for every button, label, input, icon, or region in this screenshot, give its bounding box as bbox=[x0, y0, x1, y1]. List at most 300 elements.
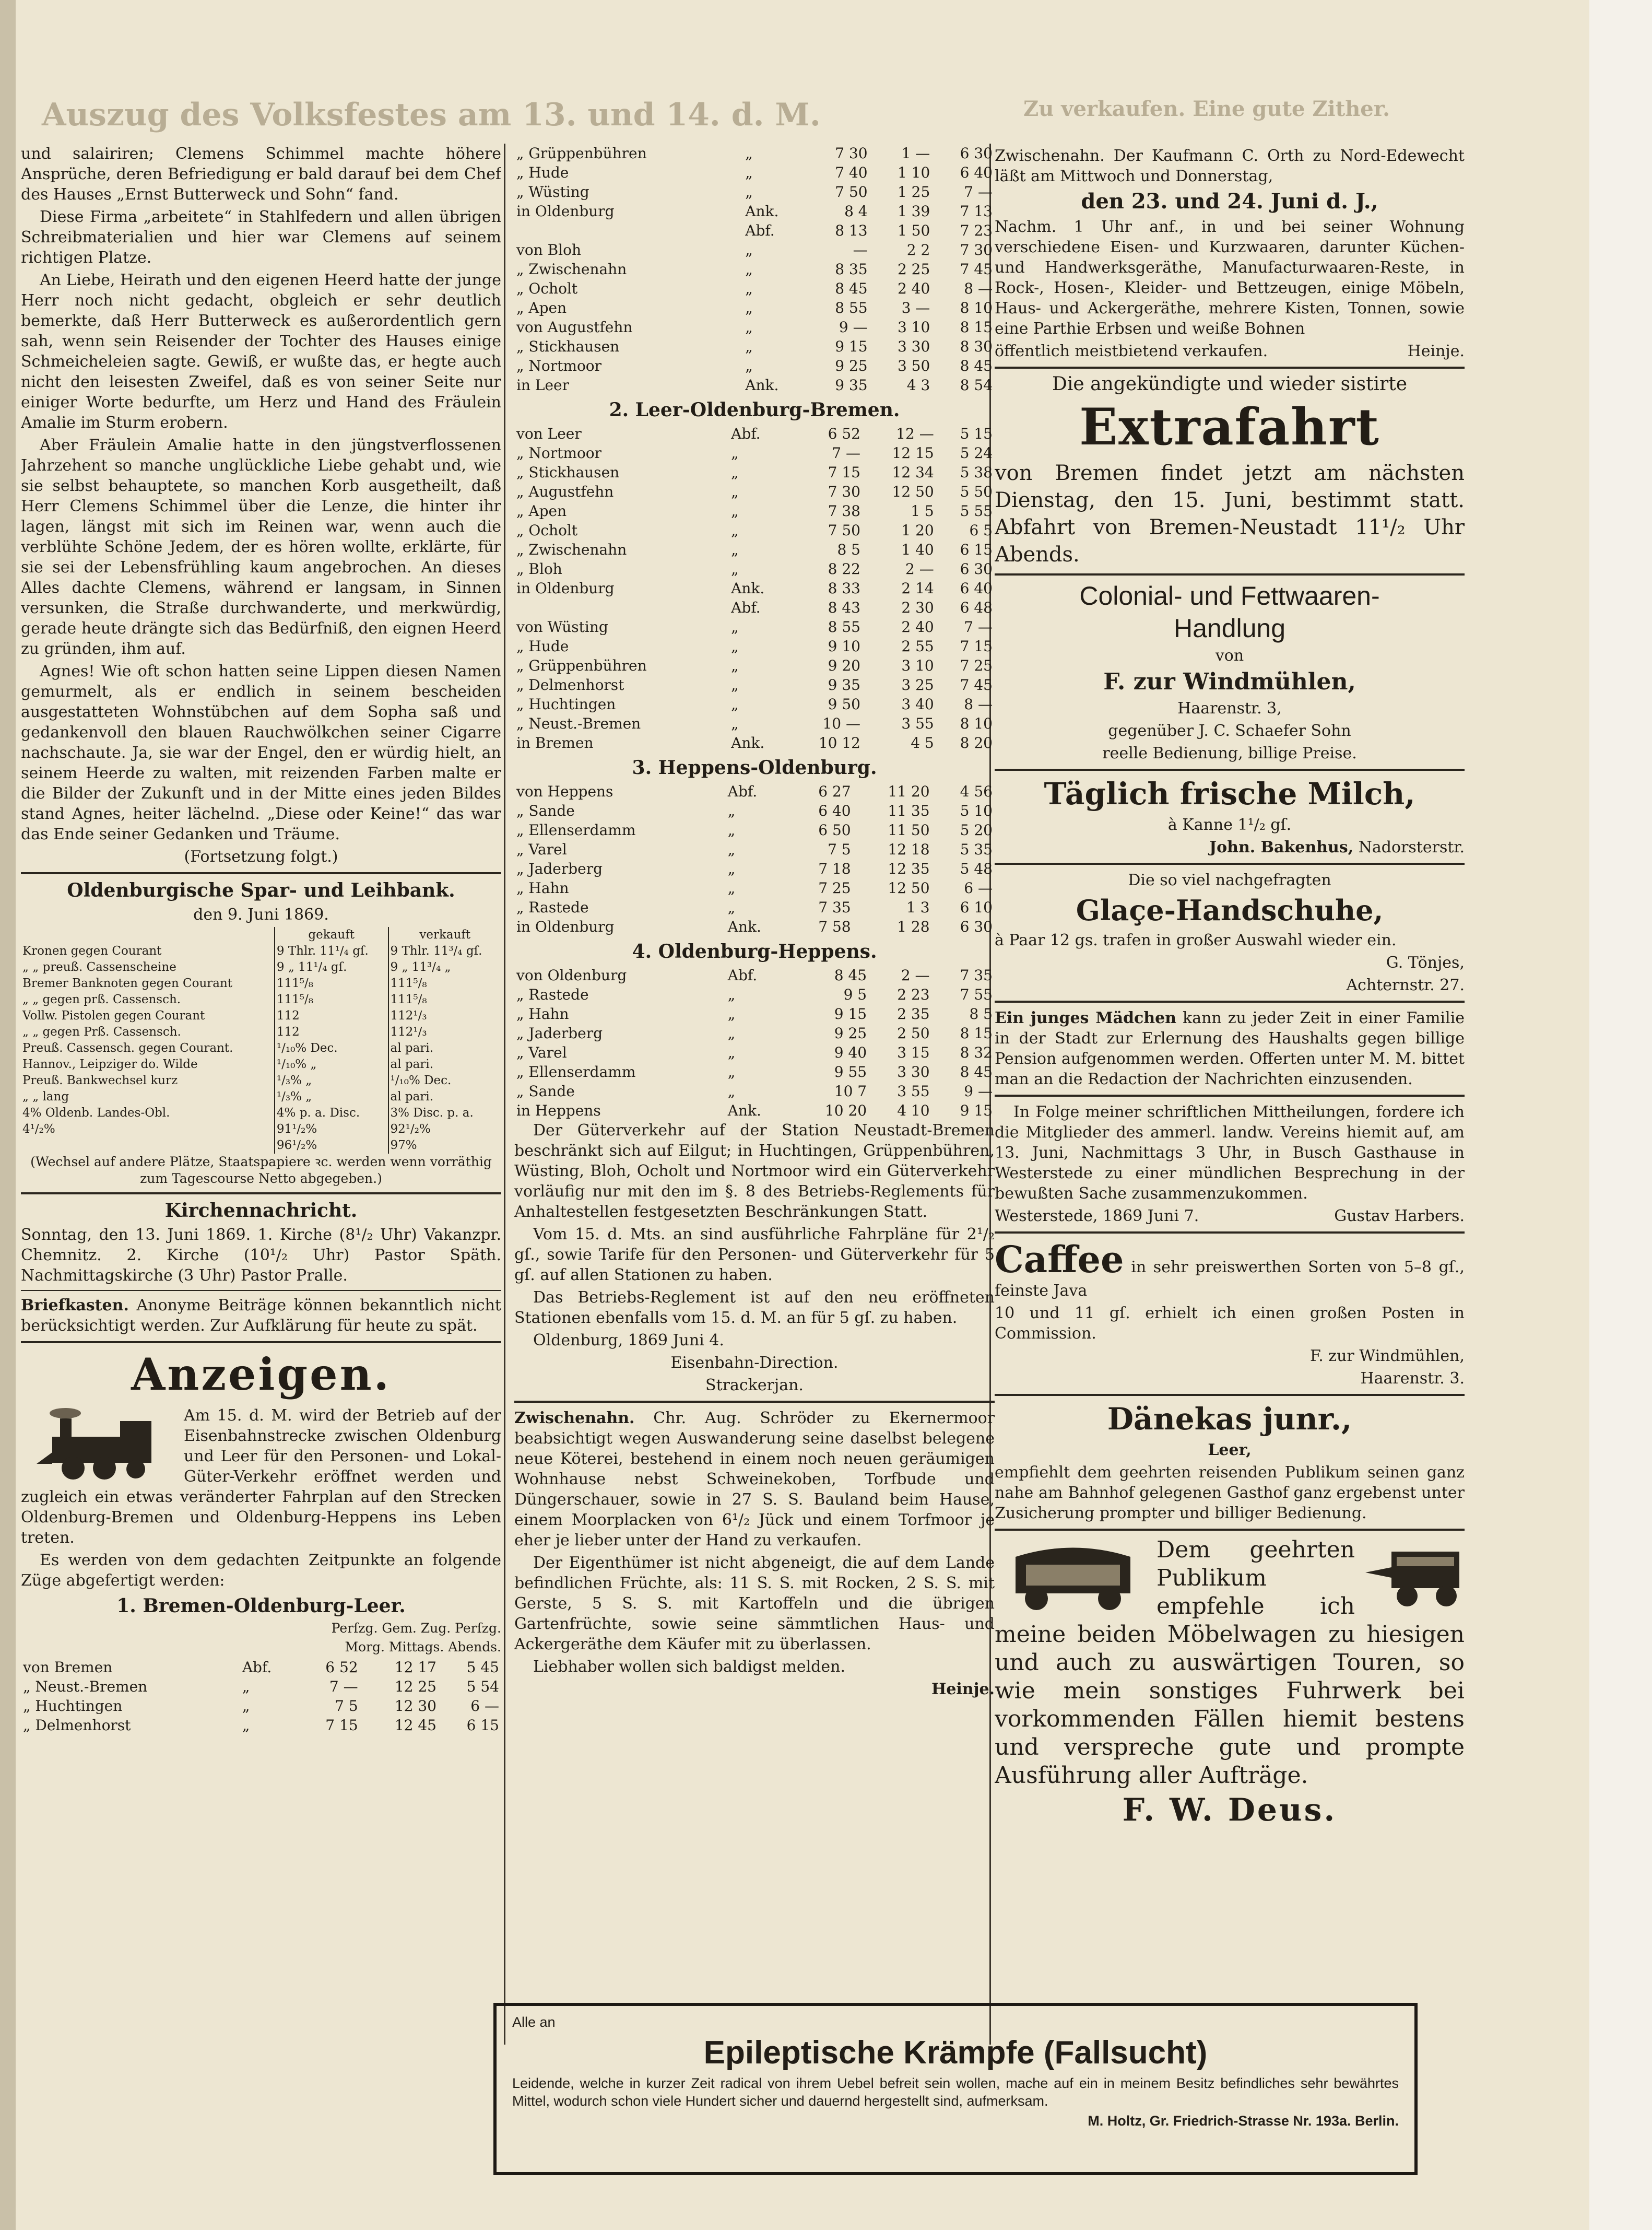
timetable4 bbox=[514, 966, 995, 1120]
timetable-cell: 9 20 bbox=[828, 657, 860, 674]
timetable-cell: 8 45 bbox=[835, 280, 868, 297]
timetable-cell: 5 35 bbox=[960, 841, 993, 858]
timetable-cell: 10 — bbox=[822, 715, 860, 732]
rate-bought: 4% p. a. Disc. bbox=[275, 1105, 388, 1121]
table-row bbox=[21, 1089, 501, 1105]
timetable1-title: 1. Bremen-Oldenburg-Leer. bbox=[116, 1595, 406, 1617]
timetable-cell: 7 30 bbox=[960, 241, 993, 259]
timetable-cell: 6 30 bbox=[960, 560, 993, 578]
rate-sold: 111⁵/₈ bbox=[388, 992, 501, 1008]
timetable-cell: 1 40 bbox=[901, 541, 934, 558]
timetable-cell: Ank. bbox=[727, 1102, 761, 1119]
table-row bbox=[514, 540, 995, 559]
timetable-cell: „ bbox=[727, 1025, 736, 1042]
zwischenahn-title: Zwischenahn. bbox=[514, 1409, 635, 1427]
timetable-cell: 1 39 bbox=[897, 203, 930, 220]
timetable-cell: „ bbox=[727, 899, 736, 916]
timetable-cell: 1 3 bbox=[906, 899, 930, 916]
rate-bought: 9 Thlr. 11¹/₄ gſ. bbox=[275, 943, 388, 959]
timetable-cell: 2 55 bbox=[901, 638, 934, 655]
timetable-cell: „ Zwischenahn bbox=[516, 541, 627, 558]
timetable-cell: „ Delmenhorst bbox=[516, 676, 624, 694]
orth-text1: Zwischenahn. Der Kaufmann C. Orth zu Nord-Edewecht läßt am Mittwoch und Donnerstag, bbox=[995, 147, 1465, 185]
table-row bbox=[514, 695, 995, 714]
timetable-cell: „ bbox=[745, 164, 753, 181]
epilepsy-ad bbox=[493, 2003, 1418, 2175]
timetable-cell: „ bbox=[731, 638, 739, 655]
timetable-cell: „ bbox=[727, 802, 736, 819]
table-row bbox=[21, 1073, 501, 1089]
divider bbox=[995, 573, 1465, 576]
timetable-cell: 3 55 bbox=[901, 715, 934, 732]
column-right bbox=[995, 144, 1465, 2180]
timetable-cell: 8 13 bbox=[835, 222, 868, 239]
timetable-cell: „ bbox=[731, 657, 739, 674]
page-edge-right bbox=[1589, 0, 1652, 2230]
timetable-cell: 5 38 bbox=[960, 464, 993, 481]
timetable-cell: „ bbox=[727, 879, 736, 897]
table-row bbox=[21, 1040, 501, 1057]
table-row bbox=[514, 521, 995, 540]
timetable-cell: 12 30 bbox=[394, 1697, 436, 1715]
timetable-cell: 6 48 bbox=[960, 599, 993, 616]
timetable-cell: 2 — bbox=[901, 967, 930, 984]
rate-label: Kronen gegen Courant bbox=[22, 944, 162, 958]
timetable-cell: in Bremen bbox=[516, 734, 594, 752]
divider bbox=[21, 872, 501, 874]
timetable-cell: 4 10 bbox=[897, 1102, 930, 1119]
timetable-cell: in Heppens bbox=[516, 1102, 601, 1119]
timetable-cell: 8 45 bbox=[834, 967, 867, 984]
epilepsy-sign: M. Holtz, Gr. Friedrich-Strasse Nr. 193a. Berlin. bbox=[1088, 2113, 1399, 2129]
timetable-cell: 7 40 bbox=[835, 164, 868, 181]
extrafahrt-ad bbox=[995, 374, 1465, 568]
timetable1-continued bbox=[514, 144, 995, 395]
timetable-cell: „ bbox=[745, 319, 753, 336]
table-row bbox=[21, 992, 501, 1008]
rate-bought: ¹/₃% „ bbox=[275, 1073, 388, 1089]
bank-rates-table bbox=[21, 927, 501, 1154]
timetable-cell: von Augustfehn bbox=[516, 319, 633, 336]
table-row bbox=[514, 966, 995, 985]
timetable-cell: Abf. bbox=[727, 967, 758, 984]
glace-ad bbox=[995, 870, 1465, 995]
milch-addr: Nadorsterstr. bbox=[1358, 838, 1465, 856]
timetable-cell: „ bbox=[731, 464, 739, 481]
timetable-cell: 1 50 bbox=[897, 222, 930, 239]
rate-bought: 9 „ 11¹/₄ gſ. bbox=[275, 959, 388, 976]
table-row bbox=[514, 598, 995, 617]
caffee-title: Caffee bbox=[995, 1238, 1124, 1281]
orth-text2: Nachm. 1 Uhr anf., in und bei seiner Wohnung verschiedene Eisen- und Kurzwaaren, darunter Küchen- und Handwerksgeräthe, Manufacturwaaren-Reste, in Rock-, Hosen-, Kleider- und Bettzeugen, einige Möbeln, Haus- und Ackergeräthe, mehrere Kisten, Tonnen, sowie eine Parthie Erbsen und weiße Bohnen bbox=[995, 218, 1465, 338]
timetable-cell: in Oldenburg bbox=[516, 918, 615, 935]
story-paragraph: Agnes! Wie oft schon hatten seine Lippen diesen Namen gemurmelt, als er endlich in seinem bescheiden ausgestatteten Wohnstübchen auf dem Sopha saß und gedankenvoll den blauen Rauchwölkchen seiner Cigarre nachschaute. Ja, sie war der Engel, den er würdig hielt, an seinem Heerde zu walten, mit reizenden Farben malte er die Bilder der Zukunft und in der Mitte eines jeden Bildes stand Agnes, heiter lächelnd. „Diese oder Keine!“ das war das Ende seiner Gedanken und Träume. bbox=[21, 662, 501, 843]
table-row bbox=[514, 1024, 995, 1043]
timetable-head2: Morg. Mittags. Abends. bbox=[345, 1639, 501, 1654]
rate-label: „ „ lang bbox=[22, 1090, 69, 1104]
zwischenahn-p1: Chr. Aug. Schröder zu Ekernermoor beabsichtigt wegen Auswanderung seine daselbst belegene neue Köterei, bestehend in einem noch neuen geräumigen Wohnhause nebst Schweinekoben, Torfbude und Düngerschauer, sowie in 27 S. S. Bauland beim Hause, einem Moorplacken von 6¹/₂ Jück und einem Torfmoor je eher je lieber unter der Hand zu verkaufen. bbox=[514, 1409, 995, 1550]
daenekas-text: empfiehlt dem geehrten reisenden Publikum seinen ganz nahe am Bahnhof gelegenen Gasthof ganz ergebenst unter Zusicherung prompter und billiger Bedienung. bbox=[995, 1463, 1465, 1522]
extrafahrt-text: von Bremen findet jetzt am nächsten Dienstag, den 15. Juni, bestimmt statt. Abfahrt von Bremen-Neustadt 11¹/₂ Uhr Abends. bbox=[995, 461, 1465, 567]
timetable-cell: 9 40 bbox=[834, 1044, 867, 1061]
timetable-head1: Perſzg. Gem. Zug. Perſzg. bbox=[331, 1621, 501, 1636]
table-row bbox=[514, 144, 995, 163]
timetable-cell: 8 4 bbox=[844, 203, 868, 220]
timetable-cell: „ bbox=[731, 560, 739, 578]
timetable-cell: 12 50 bbox=[892, 483, 934, 500]
timetable-cell: 7 15 bbox=[325, 1717, 358, 1734]
rate-bought: 112 bbox=[275, 1008, 388, 1024]
bank-title: Oldenburgische Spar- und Leihbank. bbox=[67, 879, 455, 901]
table-row bbox=[514, 1101, 995, 1120]
timetable-cell: 8 35 bbox=[835, 261, 868, 278]
timetable-cell: 6 30 bbox=[960, 145, 993, 162]
table-row bbox=[514, 714, 995, 733]
timetable-cell: Abf. bbox=[242, 1659, 272, 1676]
masthead-bleed: Auszug des Volksfestes am 13. und 14. d. M. bbox=[42, 97, 821, 133]
rail-footer-place: Oldenburg, 1869 Juni 4. bbox=[533, 1331, 724, 1349]
timetable-cell: „ bbox=[727, 1005, 736, 1023]
table-row bbox=[21, 959, 501, 976]
col-sold: verkauft bbox=[388, 927, 501, 943]
church-notice bbox=[21, 1200, 501, 1286]
deus-text: Dem geehrten Publikum empfehle ich meine beiden Möbelwagen zu hiesigen und auch zu auswärtigen Touren, so wie mein sonstiges Fuhrwerk bei vorkommenden Fällen hiemit bestens und verspreche gute und prompte Ausführung aller Aufträge. bbox=[995, 1536, 1465, 1789]
table-row bbox=[514, 298, 995, 318]
table-header bbox=[21, 927, 501, 943]
timetable3 bbox=[514, 782, 995, 936]
table-row bbox=[514, 260, 995, 279]
timetable-cell: 7 — bbox=[329, 1678, 358, 1695]
table-row bbox=[514, 898, 995, 917]
timetable-cell: 1 25 bbox=[897, 183, 930, 201]
timetable-cell: Ank. bbox=[745, 377, 779, 394]
divider bbox=[995, 367, 1465, 369]
timetable-cell: 7 5 bbox=[335, 1697, 358, 1715]
timetable-cell: „ bbox=[731, 483, 739, 500]
rail-footer-p2: Vom 15. d. Mts. an sind ausführliche Fahrpläne für 2¹/₂ gſ., sowie Tarife für den Personen- und Güterverkehr für 5 gſ. auf allen Stationen zu haben. bbox=[514, 1225, 995, 1284]
table-row bbox=[514, 375, 995, 395]
timetable-cell: Abf. bbox=[745, 222, 775, 239]
timetable-cell: 3 30 bbox=[897, 338, 930, 355]
timetable-cell: 5 54 bbox=[466, 1678, 499, 1695]
timetable-cell: „ bbox=[242, 1717, 250, 1734]
timetable-cell: 7 25 bbox=[960, 657, 993, 674]
timetable-cell: „ bbox=[731, 444, 739, 462]
table-row bbox=[21, 1121, 501, 1137]
table-row bbox=[21, 1696, 501, 1716]
table-row bbox=[514, 337, 995, 356]
timetable-cell: „ bbox=[745, 145, 753, 162]
timetable-cell: „ Wüsting bbox=[516, 183, 589, 201]
column-left bbox=[21, 144, 501, 2180]
timetable-cell: 1 5 bbox=[911, 502, 934, 520]
timetable-cell: 7 13 bbox=[960, 203, 993, 220]
timetable2 bbox=[514, 424, 995, 753]
timetable-cell: „ Varel bbox=[516, 841, 567, 858]
timetable-cell: 9 50 bbox=[828, 696, 860, 713]
orth-sign: Heinje. bbox=[1407, 342, 1465, 360]
story-paragraph: Diese Firma „arbeitete“ in Stahlfedern und allen übrigen Schreibmaterialien und hier war Clemens auf seinem richtigen Platze. bbox=[21, 208, 501, 267]
timetable-cell: „ Hahn bbox=[516, 879, 569, 897]
timetable-cell: 9 5 bbox=[843, 986, 867, 1003]
timetable-cell: 7 15 bbox=[960, 638, 993, 655]
timetable-cell: „ bbox=[727, 1083, 736, 1100]
table-row bbox=[514, 579, 995, 598]
timetable-cell: 7 — bbox=[832, 444, 860, 462]
timetable-cell: 8 55 bbox=[835, 299, 868, 316]
timetable-cell: 2 25 bbox=[897, 261, 930, 278]
timetable-cell: „ Ocholt bbox=[516, 522, 578, 539]
timetable-cell: in Oldenburg bbox=[516, 580, 615, 597]
rate-label: Vollw. Pistolen gegen Courant bbox=[22, 1009, 205, 1023]
extrafahrt-title: Extrafahrt bbox=[1079, 397, 1380, 456]
timetable-cell: 8 5 bbox=[969, 1005, 993, 1023]
rate-label: 4% Oldenb. Landes-Obl. bbox=[22, 1106, 170, 1120]
rate-sold: 9 „ 11³/₄ „ bbox=[388, 959, 501, 976]
timetable-cell: 4 56 bbox=[960, 783, 993, 800]
timetable-cell: von Heppens bbox=[516, 783, 613, 800]
table-row bbox=[514, 1082, 995, 1101]
rate-label: Preuß. Cassensch. gegen Courant. bbox=[22, 1041, 233, 1055]
rate-label bbox=[21, 1137, 275, 1154]
timetable-cell: 1 28 bbox=[897, 918, 930, 935]
table-row bbox=[514, 1043, 995, 1062]
timetable-cell: „ Nortmoor bbox=[516, 357, 602, 374]
timetable-cell: 9 15 bbox=[960, 1102, 993, 1119]
rail-notice-text: Am 15. d. M. wird der Betrieb auf der Eisenbahnstrecke zwischen Oldenburg und Leer für den Personen- und Lokal-Güter-Verkehr eröffnet werden und zugleich ein etwas veränderter Fahrplan auf den Strecken Oldenburg-Bremen und Oldenburg-Heppens ins Leben treten. bbox=[21, 1406, 501, 1547]
timetable-cell: „ Rastede bbox=[516, 899, 589, 916]
timetable-cell: 8 32 bbox=[960, 1044, 993, 1061]
table-row bbox=[21, 1105, 501, 1121]
timetable-cell: „ bbox=[242, 1678, 250, 1695]
rail-footer-p1: Der Güterverkehr auf der Station Neustadt-Bremen beschränkt sich auf Eilgut; in Huchtingen, Grüppenbühren, Wüsting, Bloh, Ocholt und Nortmoor wird ein Güterverkehr vorläufig nur mit den im §. 8 des Betriebs-Reglements für Anhaltestellen festgesetzten Beschränkungen Statt. bbox=[514, 1121, 995, 1221]
timetable-cell: 2 14 bbox=[901, 580, 934, 597]
table-row bbox=[21, 943, 501, 959]
timetable-cell: 2 23 bbox=[897, 986, 930, 1003]
rate-label: „ „ gegen Prß. Cassensch. bbox=[22, 1025, 181, 1039]
daenekas-title: Dänekas junr., bbox=[1107, 1401, 1352, 1437]
timetable-cell: 2 2 bbox=[906, 241, 930, 259]
timetable-cell: „ bbox=[727, 1063, 736, 1081]
rate-sold: al pari. bbox=[388, 1089, 501, 1105]
colonial-title2: Handlung bbox=[1173, 614, 1286, 643]
column-middle bbox=[514, 144, 995, 2180]
timetable-cell: Abf. bbox=[731, 425, 761, 442]
timetable-cell: „ Hude bbox=[516, 638, 569, 655]
timetable-cell: 8 33 bbox=[828, 580, 860, 597]
timetable-cell: 7 15 bbox=[828, 464, 860, 481]
timetable-cell: 5 55 bbox=[960, 502, 993, 520]
timetable-cell: 8 15 bbox=[960, 1025, 993, 1042]
bank-date: den 9. Juni 1869. bbox=[193, 906, 329, 924]
rate-label: „ „ preuß. Cassenscheine bbox=[22, 960, 176, 974]
timetable-cell: „ bbox=[731, 522, 739, 539]
timetable-cell: Ank. bbox=[731, 580, 765, 597]
timetable-cell: 8 45 bbox=[960, 357, 993, 374]
mailbox-notice bbox=[21, 1295, 501, 1336]
timetable-cell: 6 52 bbox=[325, 1659, 358, 1676]
divider bbox=[514, 1401, 995, 1403]
table-row bbox=[514, 801, 995, 820]
timetable-cell: „ Augustfehn bbox=[516, 483, 614, 500]
timetable-cell: 6 40 bbox=[818, 802, 851, 819]
timetable-cell: „ Zwischenahn bbox=[516, 261, 627, 278]
timetable-cell: 10 7 bbox=[834, 1083, 867, 1100]
timetable-cell: „ Hahn bbox=[516, 1005, 569, 1023]
timetable-cell: 12 35 bbox=[888, 860, 930, 877]
timetable-cell: 8 22 bbox=[828, 560, 860, 578]
timetable-cell: in Oldenburg bbox=[516, 203, 615, 220]
rate-bought: ¹/₃% „ bbox=[275, 1089, 388, 1105]
timetable-cell: von Oldenburg bbox=[516, 967, 627, 984]
divider bbox=[995, 1001, 1465, 1003]
table-row bbox=[514, 443, 995, 463]
timetable-cell: 7 5 bbox=[828, 841, 851, 858]
timetable-cell: 7 23 bbox=[960, 222, 993, 239]
rate-sold: al pari. bbox=[388, 1040, 501, 1057]
colonial-addr: Haarenstr. 3, bbox=[1177, 699, 1282, 718]
rate-bought: 112 bbox=[275, 1024, 388, 1040]
timetable-cell: 3 15 bbox=[897, 1044, 930, 1061]
divider bbox=[995, 863, 1465, 865]
timetable-cell: „ Ocholt bbox=[516, 280, 578, 297]
table-row bbox=[514, 859, 995, 878]
glace-text: à Paar 12 gs. trafen in großer Auswahl wieder ein. bbox=[995, 931, 1397, 949]
milch-ad bbox=[995, 776, 1465, 858]
table-row bbox=[21, 1008, 501, 1024]
timetable-cell: 6 10 bbox=[960, 899, 993, 916]
caffee-text1: in sehr preiswerthen Sorten von 5–8 gſ., feinste Java bbox=[995, 1258, 1465, 1300]
divider bbox=[21, 1192, 501, 1194]
timetable-cell: 12 34 bbox=[892, 464, 934, 481]
colonial-title1: Colonial- und Fettwaaren- bbox=[1079, 581, 1380, 611]
timetable-cell: Abf. bbox=[727, 783, 758, 800]
timetable-cell: 9 10 bbox=[828, 638, 860, 655]
timetable-cell: „ Jaderberg bbox=[516, 1025, 603, 1042]
timetable-cell: 10 20 bbox=[824, 1102, 867, 1119]
maedchen-title: Ein junges Mädchen bbox=[995, 1009, 1176, 1027]
maedchen-text: kann zu jeder Zeit in einer Familie in der Stadt zur Erlernung des Haushalts gegen billige Pension aufgenommen werden. Offerten unter M. M. bittet man an die Redaction der Nachrichten einzusenden. bbox=[995, 1009, 1465, 1088]
timetable-cell: 3 40 bbox=[901, 696, 934, 713]
timetable-cell: 2 30 bbox=[901, 599, 934, 616]
timetable-cell: „ bbox=[731, 676, 739, 694]
timetable-cell: 3 10 bbox=[897, 319, 930, 336]
table-row bbox=[514, 656, 995, 675]
timetable-cell: „ bbox=[731, 715, 739, 732]
divider bbox=[995, 769, 1465, 771]
timetable-cell: 9 — bbox=[964, 1083, 993, 1100]
timetable-cell: 7 45 bbox=[960, 676, 993, 694]
timetable-cell: 8 10 bbox=[960, 715, 993, 732]
timetable-cell: „ bbox=[731, 541, 739, 558]
rate-bought: ¹/₁₀% „ bbox=[275, 1057, 388, 1073]
timetable-cell: 9 — bbox=[839, 319, 868, 336]
timetable-cell: „ bbox=[727, 1044, 736, 1061]
table-row bbox=[514, 617, 995, 637]
timetable-cell bbox=[514, 598, 729, 617]
zwischenahn-p3: Liebhaber wollen sich baldigst melden. bbox=[533, 1658, 845, 1676]
timetable-cell: 7 30 bbox=[835, 145, 868, 162]
timetable-cell: „ Grüppenbühren bbox=[516, 657, 647, 674]
maedchen-ad bbox=[995, 1008, 1465, 1089]
column-rule-1 bbox=[504, 144, 505, 2045]
timetable-cell: 6 30 bbox=[960, 918, 993, 935]
timetable-cell: „ Stickhausen bbox=[516, 464, 620, 481]
timetable-cell: „ Sande bbox=[516, 1083, 575, 1100]
table-row bbox=[514, 501, 995, 521]
horse-cart-icon bbox=[1360, 1536, 1465, 1614]
glace-addr: Achternstr. 27. bbox=[1346, 976, 1465, 994]
timetable-cell: 2 35 bbox=[897, 1005, 930, 1023]
timetable-cell: 7 18 bbox=[818, 860, 851, 877]
table-row bbox=[514, 637, 995, 656]
timetable-cell: 8 15 bbox=[960, 319, 993, 336]
timetable-cell: 9 35 bbox=[828, 676, 860, 694]
church-title: Kirchennachricht. bbox=[164, 1200, 358, 1222]
timetable-cell: 8 — bbox=[964, 696, 993, 713]
timetable-cell: „ Rastede bbox=[516, 986, 589, 1003]
colonial-ad bbox=[995, 581, 1465, 764]
timetable-cell: 3 — bbox=[901, 299, 930, 316]
table-row bbox=[514, 985, 995, 1004]
timetable-cell: 6 40 bbox=[960, 580, 993, 597]
timetable-cell: 12 25 bbox=[394, 1678, 436, 1695]
serial-story bbox=[21, 144, 501, 867]
timetable-cell: 10 12 bbox=[818, 734, 860, 752]
milch-price: à Kanne 1¹/₂ gſ. bbox=[1167, 816, 1292, 834]
timetable-cell: Abf. bbox=[731, 599, 761, 616]
colonial-service: reelle Bedienung, billige Preise. bbox=[1102, 744, 1357, 762]
timetable-cell: 8 10 bbox=[960, 299, 993, 316]
rate-sold: 9 Thlr. 11³/₄ gſ. bbox=[388, 943, 501, 959]
timetable-cell: 6 15 bbox=[960, 541, 993, 558]
timetable-cell: 3 10 bbox=[901, 657, 934, 674]
timetable-cell: „ Hude bbox=[516, 164, 569, 181]
timetable-cell: „ Neust.-Bremen bbox=[23, 1678, 148, 1695]
timetable-cell: von Bloh bbox=[516, 241, 582, 259]
story-paragraph: An Liebe, Heirath und den eigenen Heerd hatte der junge Herr noch nicht gedacht, obgleich er sehr deutlich bemerkte, daß Herr Butterweck es außerordentlich gern sah, wenn sein Reisender der Tochter des Hauses einige Schmeicheleien sagte. Gewiß, er wußte das, er hegte auch nicht den leisesten Zweifel, daß es von seiner Seite nur einiger Worte bedurfte, um Herz und Hand des Fräulein Amalie im Sturm erobern. bbox=[21, 271, 501, 432]
colonial-von: von bbox=[1215, 647, 1244, 665]
timetable-cell: 3 30 bbox=[897, 1063, 930, 1081]
timetable1 bbox=[21, 1658, 501, 1735]
timetable-cell: „ Jaderberg bbox=[516, 860, 603, 877]
table-row bbox=[514, 820, 995, 840]
timetable-cell: von Bremen bbox=[23, 1659, 113, 1676]
epilepsy-pre: Alle an bbox=[512, 2014, 556, 2030]
verein-ad bbox=[995, 1102, 1465, 1226]
timetable-cell: Ank. bbox=[745, 203, 779, 220]
divider bbox=[995, 1095, 1465, 1097]
rate-sold: ¹/₁₀% Dec. bbox=[388, 1073, 501, 1089]
timetable-cell: 5 10 bbox=[960, 802, 993, 819]
glace-pre: Die so viel nachgefragten bbox=[1128, 871, 1331, 889]
timetable-cell: „ bbox=[745, 357, 753, 374]
timetable-cell: 9 25 bbox=[835, 357, 868, 374]
table-row bbox=[514, 356, 995, 375]
timetable-cell: 8 — bbox=[964, 280, 993, 297]
timetable3-title: 3. Heppens-Oldenburg. bbox=[632, 757, 877, 779]
timetable-cell: 7 38 bbox=[828, 502, 860, 520]
timetable-cell: 7 50 bbox=[835, 183, 868, 201]
timetable-cell: 7 — bbox=[964, 183, 993, 201]
orth-text3: öffentlich meistbietend verkaufen. bbox=[995, 342, 1268, 360]
mailbox-title: Briefkasten. bbox=[21, 1296, 129, 1314]
bank-rates bbox=[21, 879, 501, 1187]
timetable-cell: 12 15 bbox=[892, 444, 934, 462]
timetable-cell: 6 50 bbox=[818, 821, 851, 839]
furniture-wagon-icon bbox=[995, 1536, 1151, 1614]
table-row bbox=[514, 1004, 995, 1024]
